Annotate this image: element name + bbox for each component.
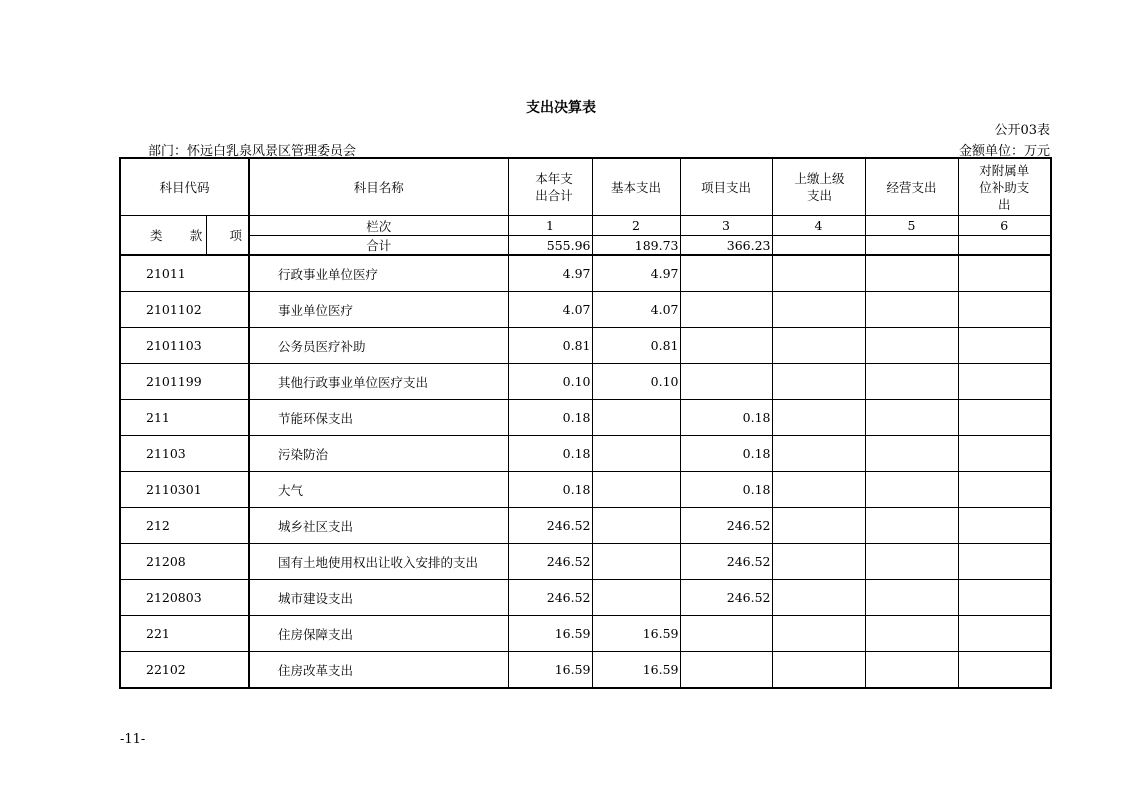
table-row: [120, 364, 1051, 400]
row-project: 246.52: [680, 580, 772, 616]
row-upper: [772, 508, 865, 544]
code-divider: [206, 216, 207, 254]
row-basic: 4.07: [592, 292, 680, 328]
row-total: 0.81: [508, 328, 592, 364]
row-basic: [592, 580, 680, 616]
row-total: 16.59: [508, 652, 592, 689]
column-index-cell: 2: [592, 216, 680, 236]
subheader-lei: 类: [150, 228, 163, 243]
row-subsidy: [958, 292, 1051, 328]
row-code: 212: [120, 508, 249, 544]
row-upper: [772, 328, 865, 364]
table-row: [120, 255, 1051, 292]
row-subsidy: [958, 472, 1051, 508]
row-subsidy: [958, 616, 1051, 652]
header-basic: 基本支出: [592, 158, 680, 216]
row-upper: [772, 652, 865, 689]
total-business: [865, 236, 958, 256]
column-index-cell: 5: [865, 216, 958, 236]
document-title: 支出决算表: [526, 100, 596, 116]
total-label: 合计: [249, 236, 508, 256]
form-number: 公开03表: [994, 123, 1050, 138]
subheader-kuan: 款: [189, 228, 203, 243]
data-rows: [120, 255, 1051, 688]
row-business: [865, 544, 958, 580]
row-name: 节能环保支出: [249, 400, 508, 436]
column-index-label: 栏次: [249, 216, 508, 236]
header-code: [120, 158, 249, 216]
row-basic: [592, 508, 680, 544]
row-basic: 4.97: [592, 255, 680, 292]
column-index-cell: 3: [680, 216, 772, 236]
row-upper: [772, 255, 865, 292]
row-subsidy: [958, 328, 1051, 364]
row-project: 0.18: [680, 436, 772, 472]
row-project: [680, 328, 772, 364]
row-business: [865, 652, 958, 689]
expenditure-table: [119, 157, 1052, 689]
row-basic: 0.10: [592, 364, 680, 400]
row-subsidy: [958, 364, 1051, 400]
table-row: [120, 616, 1051, 652]
row-total: 0.10: [508, 364, 592, 400]
row-name: 国有土地使用权出让收入安排的支出: [249, 544, 508, 580]
header-row: [120, 158, 1051, 216]
row-business: [865, 328, 958, 364]
header-total: 本年支出合计: [508, 158, 592, 216]
row-subsidy: [958, 255, 1051, 292]
row-name: 大气: [249, 472, 508, 508]
amount-unit-label: 金额单位：万元: [958, 144, 1050, 159]
row-total: 4.97: [508, 255, 592, 292]
table-row: [120, 292, 1051, 328]
row-project: [680, 616, 772, 652]
row-total: 0.18: [508, 436, 592, 472]
row-basic: 16.59: [592, 652, 680, 689]
row-business: [865, 616, 958, 652]
row-upper: [772, 292, 865, 328]
table-row: [120, 508, 1051, 544]
row-basic: [592, 472, 680, 508]
column-index-row: [120, 216, 1051, 236]
row-upper: [772, 616, 865, 652]
row-basic: 16.59: [592, 616, 680, 652]
header-code-label: 科目代码: [159, 179, 210, 195]
row-basic: [592, 400, 680, 436]
row-total: 246.52: [508, 580, 592, 616]
row-business: [865, 255, 958, 292]
header-upper: 上缴上级支出: [772, 158, 865, 216]
row-total: 0.18: [508, 472, 592, 508]
row-upper: [772, 472, 865, 508]
row-upper: [772, 400, 865, 436]
row-basic: 0.81: [592, 328, 680, 364]
row-name: 行政事业单位医疗: [249, 255, 508, 292]
row-code: 211: [120, 400, 249, 436]
row-total: 246.52: [508, 508, 592, 544]
header-business: 经营支出: [865, 158, 958, 216]
row-business: [865, 364, 958, 400]
row-basic: [592, 544, 680, 580]
row-name: 其他行政事业单位医疗支出: [249, 364, 508, 400]
table-row: [120, 544, 1051, 580]
row-name: 污染防治: [249, 436, 508, 472]
column-index-cell: 6: [958, 216, 1051, 236]
header-name: 科目名称: [249, 158, 508, 216]
table-row: [120, 436, 1051, 472]
row-name: 城市建设支出: [249, 580, 508, 616]
row-project: 0.18: [680, 400, 772, 436]
row-upper: [772, 364, 865, 400]
row-project: [680, 292, 772, 328]
row-project: 246.52: [680, 508, 772, 544]
row-code: 221: [120, 616, 249, 652]
row-total: 16.59: [508, 616, 592, 652]
row-subsidy: [958, 400, 1051, 436]
row-subsidy: [958, 652, 1051, 689]
row-project: [680, 652, 772, 689]
row-subsidy: [958, 436, 1051, 472]
row-name: 事业单位医疗: [249, 292, 508, 328]
row-code: 22102: [120, 652, 249, 689]
table-row: [120, 328, 1051, 364]
table-row: [120, 652, 1051, 689]
page-number: -11-: [120, 732, 146, 747]
total-amount: 555.96: [508, 236, 592, 256]
header-project: 项目支出: [680, 158, 772, 216]
row-total: 0.18: [508, 400, 592, 436]
row-business: [865, 472, 958, 508]
subheader-xiang: 项: [229, 228, 242, 243]
row-code: 21011: [120, 255, 249, 292]
row-subsidy: [958, 508, 1051, 544]
row-business: [865, 580, 958, 616]
row-upper: [772, 436, 865, 472]
row-name: 城乡社区支出: [249, 508, 508, 544]
row-name: 住房改革支出: [249, 652, 508, 689]
row-upper: [772, 580, 865, 616]
row-code: 21103: [120, 436, 249, 472]
row-business: [865, 436, 958, 472]
row-code: 21208: [120, 544, 249, 580]
total-upper: [772, 236, 865, 256]
total-row: [120, 236, 1051, 256]
row-upper: [772, 544, 865, 580]
row-business: [865, 508, 958, 544]
total-subsidy: [958, 236, 1051, 256]
row-name: 住房保障支出: [249, 616, 508, 652]
row-code: 2110301: [120, 472, 249, 508]
row-name: 公务员医疗补助: [249, 328, 508, 364]
row-project: [680, 255, 772, 292]
column-index-cell: 1: [508, 216, 592, 236]
total-project: 366.23: [680, 236, 772, 256]
row-project: 0.18: [680, 472, 772, 508]
table-row: [120, 580, 1051, 616]
row-project: 246.52: [680, 544, 772, 580]
row-project: [680, 364, 772, 400]
row-total: 4.07: [508, 292, 592, 328]
row-code: 2101199: [120, 364, 249, 400]
department-label: 部门：怀远白乳泉风景区管理委员会: [148, 144, 357, 159]
row-business: [865, 400, 958, 436]
row-code: 2101103: [120, 328, 249, 364]
total-basic: 189.73: [592, 236, 680, 256]
row-basic: [592, 436, 680, 472]
row-total: 246.52: [508, 544, 592, 580]
row-subsidy: [958, 580, 1051, 616]
row-subsidy: [958, 544, 1051, 580]
row-business: [865, 292, 958, 328]
row-code: 2120803: [120, 580, 249, 616]
header-subsidy: 对附属单位补助支出: [958, 158, 1051, 216]
row-code: 2101102: [120, 292, 249, 328]
code-subheaders: [120, 216, 249, 256]
table-row: [120, 400, 1051, 436]
column-index-cell: 4: [772, 216, 865, 236]
table-row: [120, 472, 1051, 508]
